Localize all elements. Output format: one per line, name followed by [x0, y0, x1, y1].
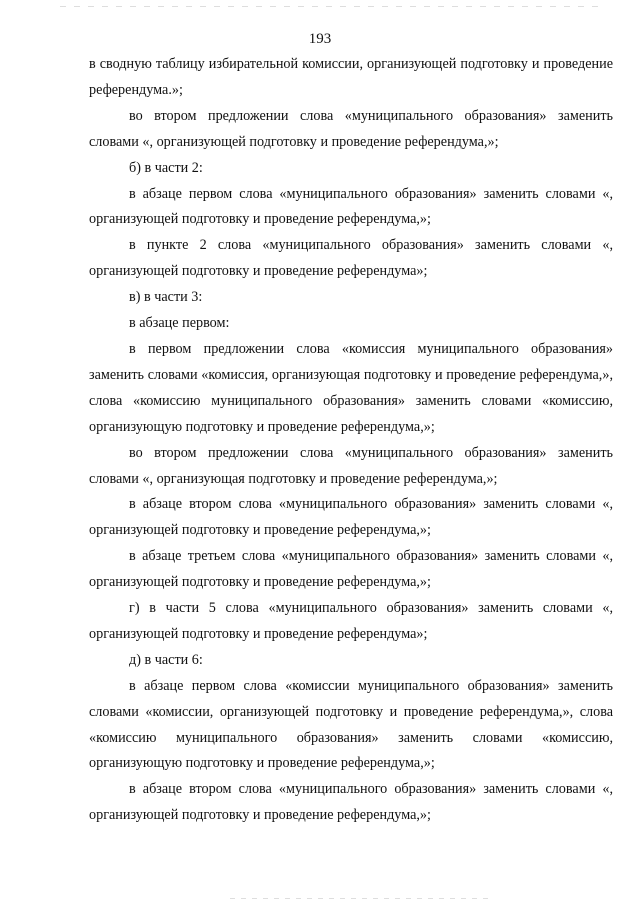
- paragraph: в абзаце первом слова «комиссии муниципального образования» заменить словами «комиссии, организующей подготовку и проведение референдума,», слова «комиссию муниципального образования» заменить словами «комиссию, организующую подготовку и проведение референдума,»;: [89, 677, 613, 772]
- paragraph: в первом предложении слова «комиссия муниципального образования» заменить словами «комиссия, организующая подготовку и проведение референдума,», слова «комиссию муниципального образования» заменить словами «комиссию, организующую подготовку и проведение референдума,»;: [89, 340, 613, 435]
- paragraph: во втором предложении слова «муниципального образования» заменить словами «, организующая подготовку и проведение референдума,»;: [89, 444, 613, 487]
- list-item-b: б) в части 2:: [129, 159, 203, 176]
- list-item-g: г) в части 5 слова «муниципального образования» заменить словами «, организующей подготовку и проведение референдума»;: [89, 600, 613, 642]
- document-body: [89, 52, 613, 829]
- page-number: 193: [308, 31, 332, 47]
- paragraph-continuation: в сводную таблицу избирательной комиссии, организующей подготовку и проведение референдума.»;: [89, 56, 613, 98]
- list-item-d: д) в части 6:: [129, 651, 203, 668]
- paragraph: в абзаце первом слова «муниципального образования» заменить словами «, организующей подготовку и проведение референдума,»;: [89, 185, 613, 228]
- paragraph: в пункте 2 слова «муниципального образования» заменить словами «, организующей подготовку и проведение референдума»;: [89, 237, 613, 280]
- scan-edge-bottom: [230, 898, 490, 899]
- paragraph: в абзаце первом:: [129, 315, 230, 332]
- paragraph: в абзаце третьем слова «муниципального образования» заменить словами «, организующей подготовку и проведение референдума,»;: [89, 548, 613, 591]
- paragraph: в абзаце втором слова «муниципального образования» заменить словами «, организующей подготовку и проведение референдума,»;: [89, 781, 613, 824]
- list-item-v: в) в части 3:: [129, 289, 203, 306]
- paragraph: в абзаце втором слова «муниципального образования» заменить словами «, организующей подготовку и проведение референдума,»;: [89, 496, 613, 539]
- paragraph: во втором предложении слова «муниципального образования» заменить словами «, организующей подготовку и проведение референдума,»;: [89, 107, 613, 150]
- scan-edge-top: [60, 6, 600, 7]
